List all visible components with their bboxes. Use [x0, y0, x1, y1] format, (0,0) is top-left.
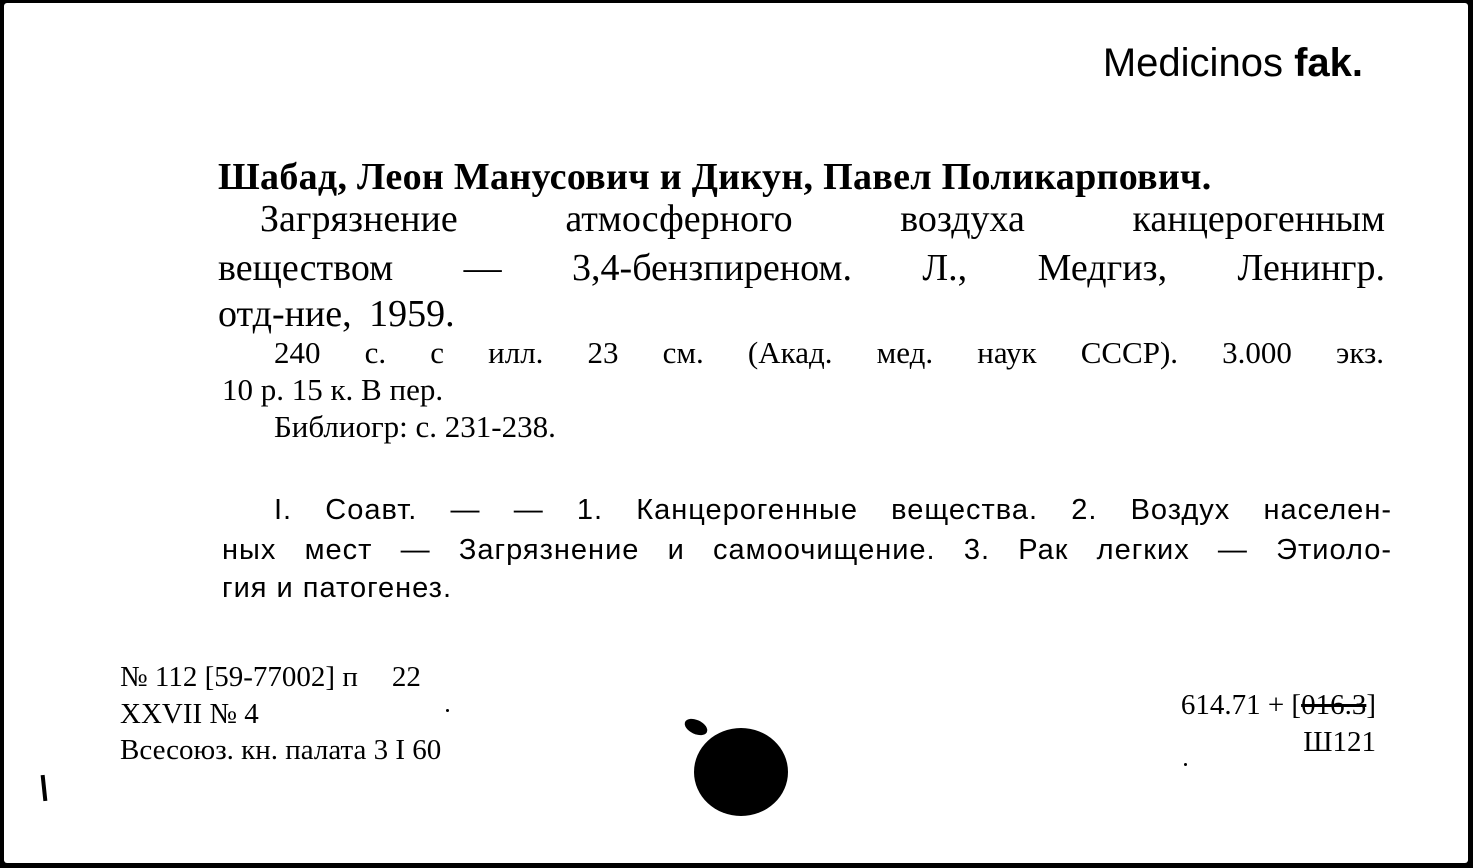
faculty-label	[1103, 43, 1363, 83]
faculty-label-a: Medicinos	[1102, 41, 1295, 85]
tracing-line-1: I. Соавт. — — 1. Канцерогенные вещества. 2. Воздух населен-	[274, 494, 1392, 526]
author-heading: Шабад, Леон Манусович и Дикун, Павел Поликарпович.	[218, 156, 1212, 198]
tracing-line-2: ных мест — Загрязнение и самоочищение. 3. Рак легких — Этиоло-	[222, 534, 1392, 566]
ink-speck	[446, 709, 449, 712]
card-number-a: № 112 [59-77002] п	[120, 661, 358, 693]
ink-speck	[1184, 763, 1187, 766]
classification-code-main: 614.71 + [	[1180, 689, 1302, 721]
card-number	[120, 663, 421, 692]
punch-hole	[694, 728, 788, 816]
shelf-mark: Ш121	[1303, 726, 1376, 758]
title-line-3: отд-ние, 1959.	[218, 293, 455, 335]
title-line-2: веществом — 3,4-бензпиреном. Л., Медгиз, Ленингр.	[218, 247, 1385, 289]
card-number-b: 22	[391, 661, 421, 693]
bibliography-note: Библиогр: с. 231-238.	[274, 409, 556, 444]
title-line-1: Загрязнение атмосферного воздуха канцерогенным	[260, 198, 1385, 240]
book-chamber-stamp: Всесоюз. кн. палата 3 I 60	[120, 734, 442, 766]
punch-hole-tail	[682, 716, 710, 739]
volume-number: XXVII № 4	[120, 698, 259, 730]
ink-speck	[41, 775, 48, 801]
classification-code-struck: 016.3	[1301, 689, 1367, 721]
collation-line-1: 240 с. с илл. 23 см. (Акад. мед. наук СССР). 3.000 экз.	[274, 335, 1384, 370]
collation-line-2: 10 р. 15 к. В пер.	[222, 372, 444, 407]
catalog-card	[4, 3, 1468, 863]
classification-code-end: ]	[1366, 689, 1376, 721]
faculty-label-b: fak.	[1294, 41, 1363, 85]
tracing-line-3: гия и патогенез.	[222, 572, 453, 604]
classification-code	[1181, 691, 1376, 720]
